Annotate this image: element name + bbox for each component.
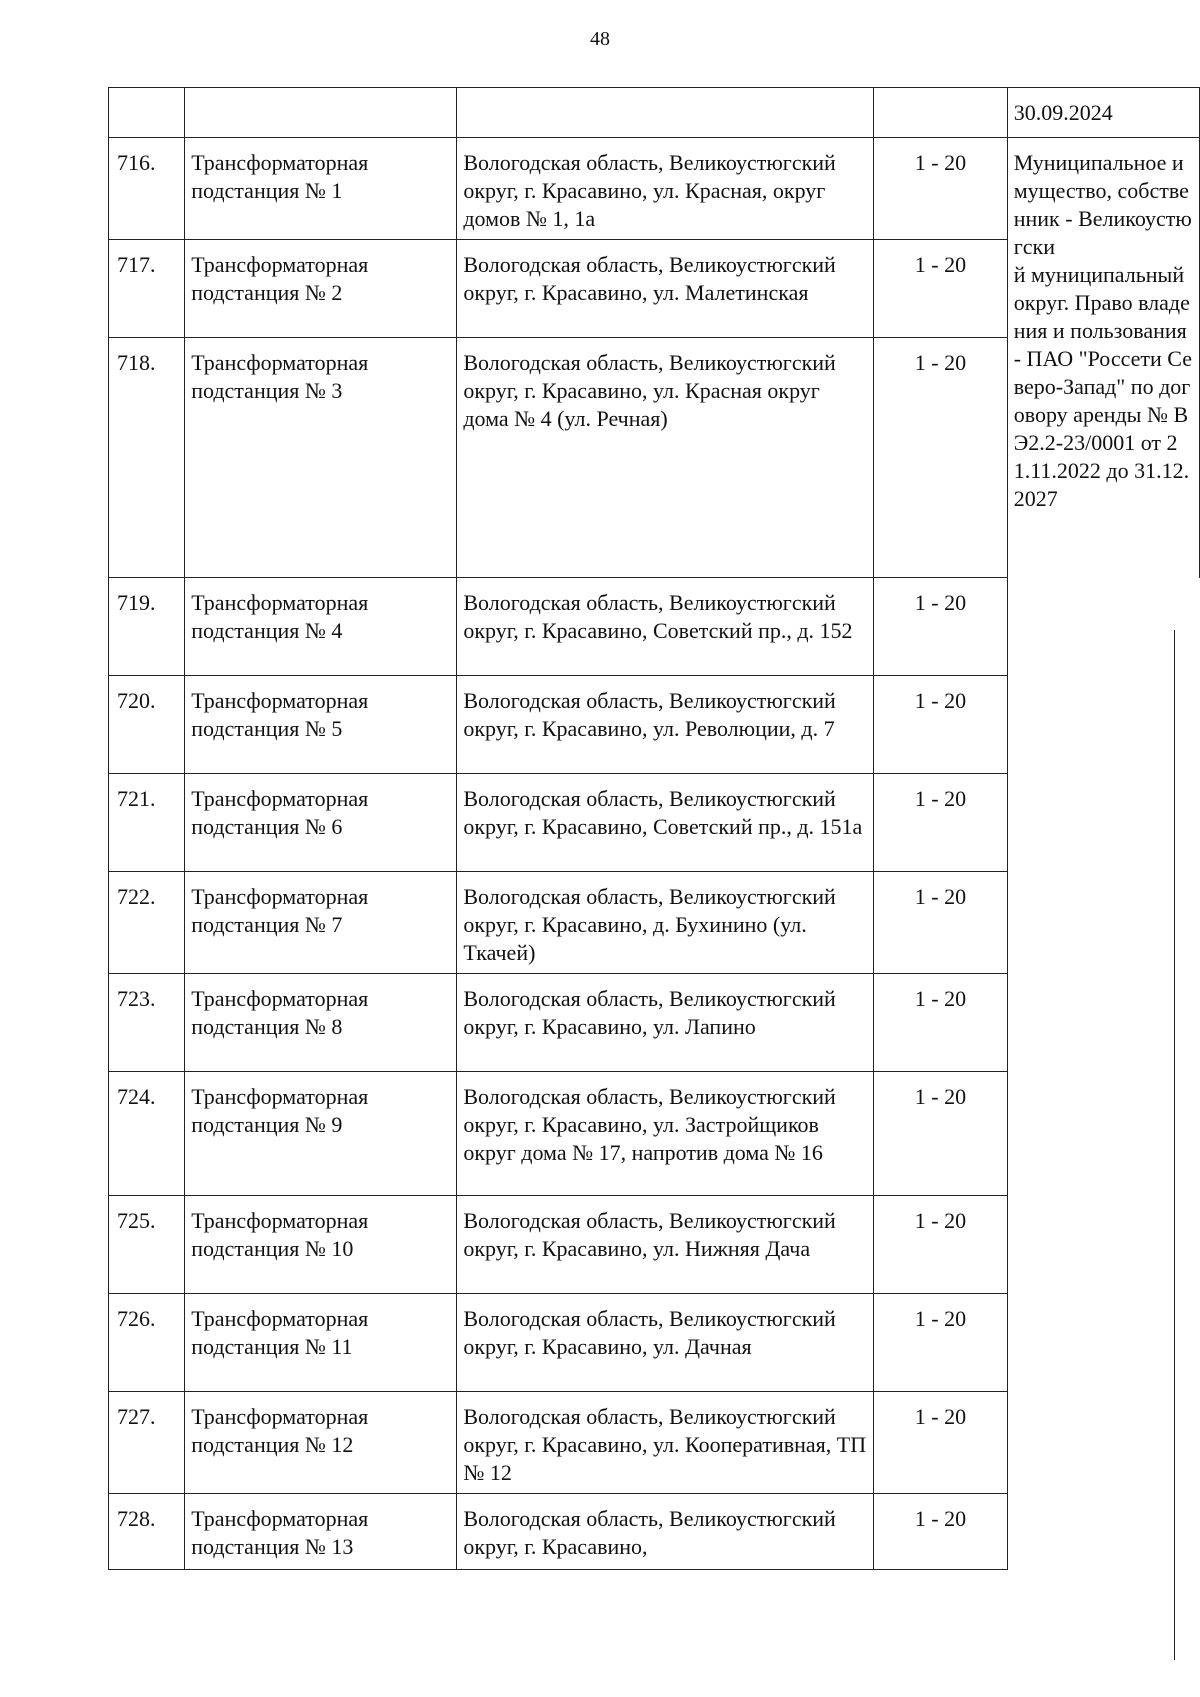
row-number: 727.	[109, 1392, 185, 1494]
cell-num	[109, 88, 185, 138]
object-address: Вологодская область, Великоустюгский округ, г. Красавино, ул. Застройщиков округ дома № 17, напротив дома № 16	[457, 1072, 874, 1196]
object-address: Вологодская область, Великоустюгский округ, г. Красавино, ул. Красная округ дома № 4 (ул. Речная)	[457, 338, 874, 578]
page-number: 48	[590, 28, 610, 50]
object-name: Трансформаторная подстанция № 8	[185, 974, 457, 1072]
object-count: 1 - 20	[874, 240, 1008, 338]
object-name: Трансформаторная подстанция № 2	[185, 240, 457, 338]
object-name: Трансформаторная подстанция № 13	[185, 1494, 457, 1570]
object-address: Вологодская область, Великоустюгский округ, г. Красавино, ул. Революции, д. 7	[457, 676, 874, 774]
object-address: Вологодская область, Великоустюгский округ, г. Красавино, ул. Дачная	[457, 1294, 874, 1392]
object-count: 1 - 20	[874, 1196, 1008, 1294]
object-name: Трансформаторная подстанция № 5	[185, 676, 457, 774]
row-number: 720.	[109, 676, 185, 774]
object-count: 1 - 20	[874, 138, 1008, 240]
object-name: Трансформаторная подстанция № 9	[185, 1072, 457, 1196]
object-address: Вологодская область, Великоустюгский округ, г. Красавино, Советский пр., д. 151а	[457, 774, 874, 872]
object-count: 1 - 20	[874, 676, 1008, 774]
object-name: Трансформаторная подстанция № 7	[185, 872, 457, 974]
ownership-note: Муниципальное имущество, собственник - Великоустюгски й муниципальный округ. Право владения и пользования - ПАО "Россети Северо-Запад" по договору аренды № ВЭ2.2-23/0001 от 21.11.2022 до 31.12.2027	[1013, 150, 1193, 511]
cell-date: 30.09.2024	[1007, 88, 1199, 138]
row-number: 717.	[109, 240, 185, 338]
ownership-note-cell	[1007, 138, 1199, 578]
row-number: 725.	[109, 1196, 185, 1294]
object-address: Вологодская область, Великоустюгский округ, г. Красавино, ул. Лапино	[457, 974, 874, 1072]
object-address: Вологодская область, Великоустюгский округ, г. Красавино, Советский пр., д. 152	[457, 578, 874, 676]
row-number: 718.	[109, 338, 185, 578]
object-count: 1 - 20	[874, 1072, 1008, 1196]
row-number: 721.	[109, 774, 185, 872]
object-address: Вологодская область, Великоустюгский округ, г. Красавино, ул. Кооперативная, ТП № 12	[457, 1392, 874, 1494]
table-right-edge	[1174, 630, 1175, 1660]
object-name: Трансформаторная подстанция № 10	[185, 1196, 457, 1294]
object-address: Вологодская область, Великоустюгский округ, г. Красавино, ул. Нижняя Дача	[457, 1196, 874, 1294]
object-count: 1 - 20	[874, 974, 1008, 1072]
object-count: 1 - 20	[874, 774, 1008, 872]
cell-address	[457, 88, 874, 138]
object-count: 1 - 20	[874, 1494, 1008, 1570]
cell-name	[185, 88, 457, 138]
row-number: 722.	[109, 872, 185, 974]
object-name: Трансформаторная подстанция № 3	[185, 338, 457, 578]
table-row	[109, 578, 1200, 676]
object-address: Вологодская область, Великоустюгский округ, г. Красавино,	[457, 1494, 874, 1570]
object-name: Трансформаторная подстанция № 11	[185, 1294, 457, 1392]
object-address: Вологодская область, Великоустюгский округ, г. Красавино, ул. Красная, округ домов № 1, 1а	[457, 138, 874, 240]
row-number: 723.	[109, 974, 185, 1072]
row-number: 726.	[109, 1294, 185, 1392]
row-number: 716.	[109, 138, 185, 240]
object-count: 1 - 20	[874, 578, 1008, 676]
object-address: Вологодская область, Великоустюгский округ, г. Красавино, ул. Малетинская	[457, 240, 874, 338]
object-name: Трансформаторная подстанция № 1	[185, 138, 457, 240]
object-count: 1 - 20	[874, 1392, 1008, 1494]
object-name: Трансформаторная подстанция № 12	[185, 1392, 457, 1494]
object-name: Трансформаторная подстанция № 6	[185, 774, 457, 872]
object-name: Трансформаторная подстанция № 4	[185, 578, 457, 676]
row-number: 719.	[109, 578, 185, 676]
object-count: 1 - 20	[874, 1294, 1008, 1392]
row-number: 728.	[109, 1494, 185, 1570]
table-row	[109, 138, 1200, 240]
cell-count	[874, 88, 1008, 138]
object-address: Вологодская область, Великоустюгский округ, г. Красавино, д. Бухинино (ул. Ткачей)	[457, 872, 874, 974]
table-row-header	[109, 88, 1200, 138]
object-count: 1 - 20	[874, 872, 1008, 974]
object-count: 1 - 20	[874, 338, 1008, 578]
row-number: 724.	[109, 1072, 185, 1196]
property-registry-table	[108, 87, 1200, 1570]
note-continuation	[1007, 578, 1199, 1570]
